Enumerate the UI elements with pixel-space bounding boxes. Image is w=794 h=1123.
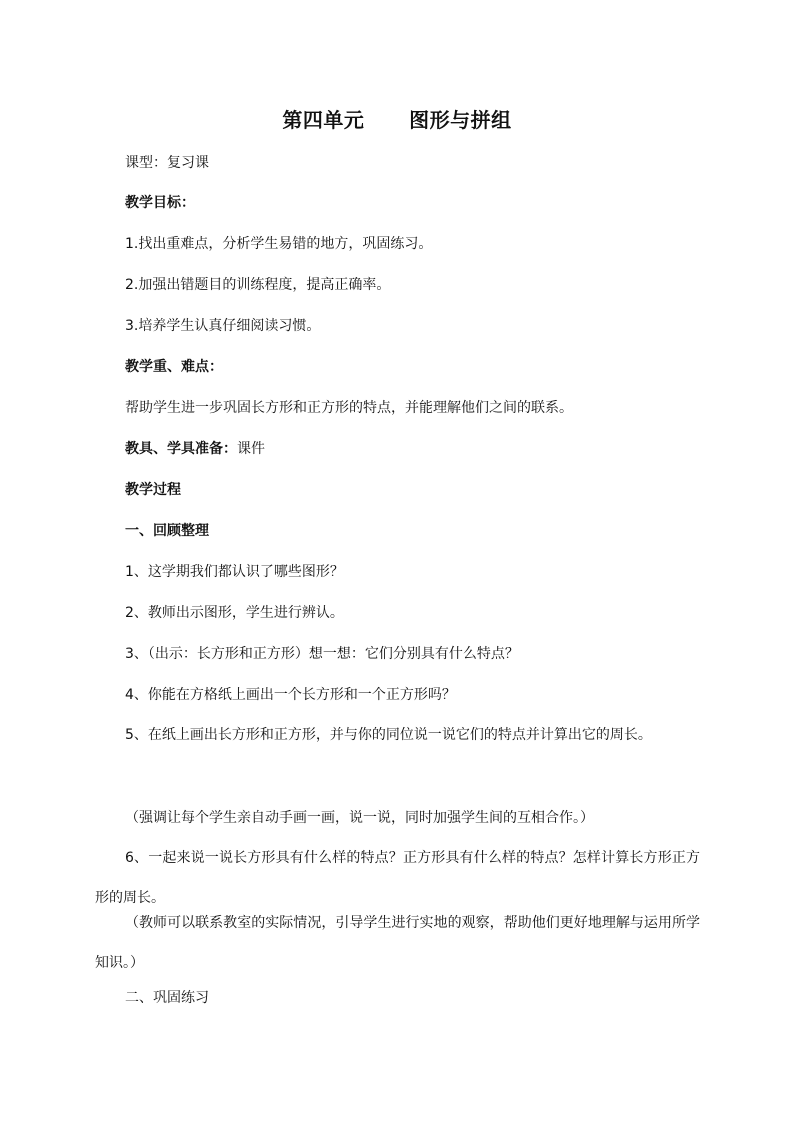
step-6-note: （教师可以联系教室的实际情况，引导学生进行实地的观察，帮助他们更好地理解与运用所学知识。） <box>95 915 700 971</box>
materials-line <box>125 439 265 459</box>
section1-heading: 一、回顾整理 <box>125 523 209 539</box>
process-heading: 教学过程 <box>125 482 181 498</box>
goal-item-2: 2.加强出错题目的训练程度，提高正确率。 <box>125 277 391 293</box>
materials-value: 课件 <box>237 441 265 457</box>
key-points-heading: 教学重、难点： <box>125 359 223 375</box>
step-item-1: 1、这学期我们都认识了哪些图形？ <box>125 564 344 580</box>
step-item-5: 5、在纸上画出长方形和正方形，并与你的同位说一说它们的特点并计算出它的周长。 <box>125 727 652 743</box>
key-points-text: 帮助学生进一步巩固长方形和正方形的特点，并能理解他们之间的联系。 <box>125 400 573 416</box>
step-item-6: 6、一起来说一说长方形具有什么样的特点？正方形具有什么样的特点？怎样计算长方形正方形的周长。 <box>95 850 700 906</box>
step-item-2: 2、教师出示图形，学生进行辨认。 <box>125 605 344 621</box>
materials-label: 教具、学具准备： <box>125 441 237 457</box>
goal-item-1: 1.找出重难点，分析学生易错的地方，巩固练习。 <box>125 236 433 252</box>
goals-heading: 教学目标： <box>125 195 195 211</box>
step-5-note: （强调让每个学生亲自动手画一画，说一说，同时加强学生间的互相合作。） <box>125 810 594 826</box>
document-title: 第四单元 图形与拼组 <box>282 108 512 132</box>
step-item-4: 4、你能在方格纸上画出一个长方形和一个正方形吗？ <box>125 687 456 703</box>
step-item-3: 3、（出示：长方形和正方形）想一想：它们分别具有什么特点？ <box>125 646 519 662</box>
section2-heading: 二、巩固练习 <box>125 990 209 1006</box>
lesson-type: 课型：复习课 <box>125 155 209 171</box>
goal-item-3: 3.培养学生认真仔细阅读习惯。 <box>125 318 321 334</box>
